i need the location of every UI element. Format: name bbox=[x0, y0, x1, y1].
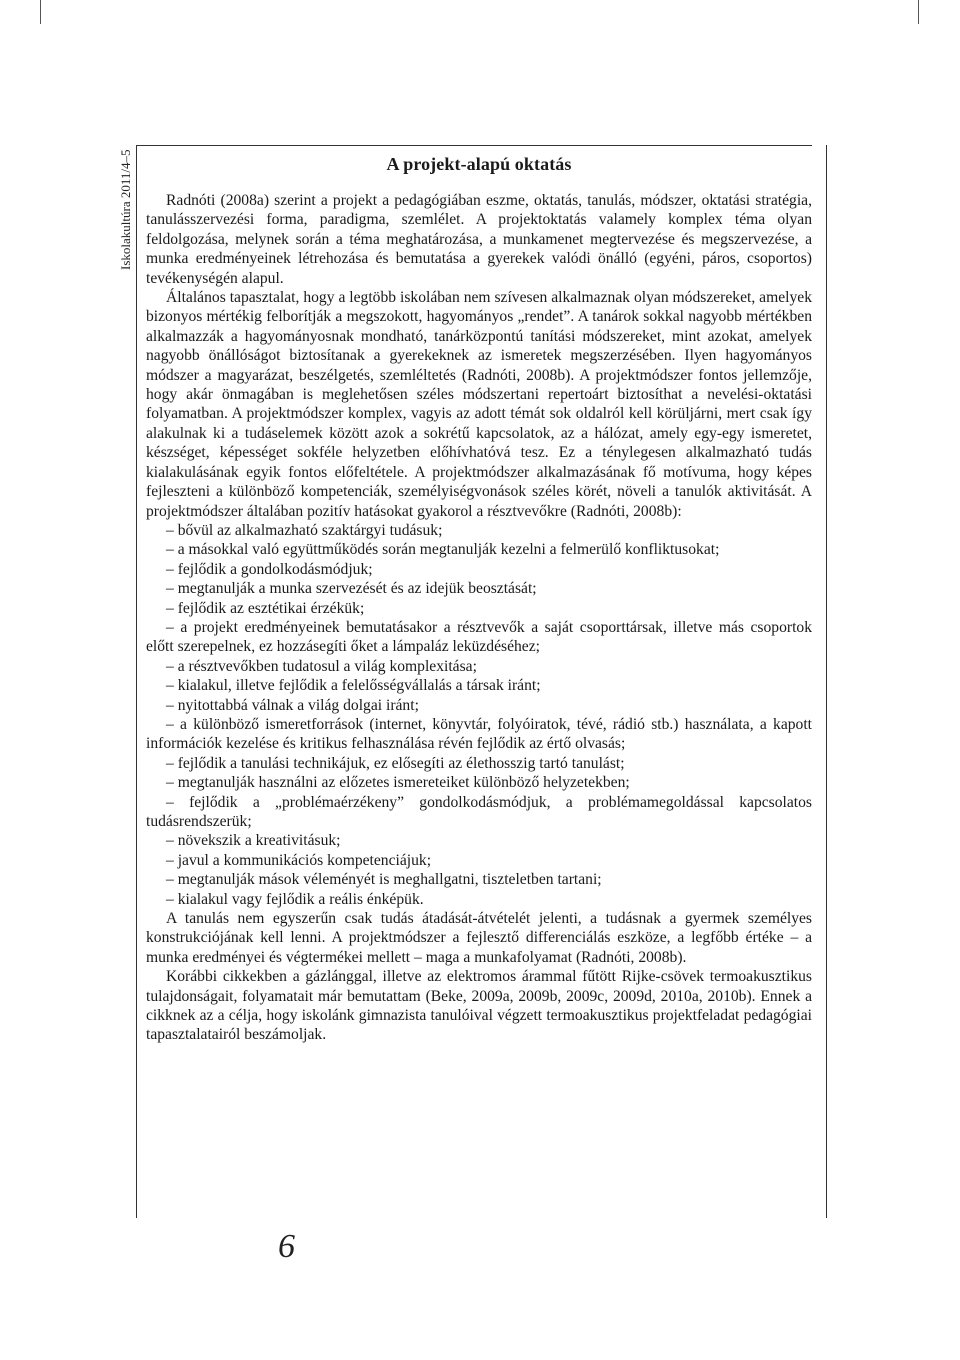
benefit-item: – megtanulják a munka szervezését és az idejük beosztását; bbox=[166, 580, 537, 598]
benefit-item: – kialakul, illetve fejlődik a felelősségvállalás a társak iránt; bbox=[166, 677, 541, 695]
benefit-item: – fejlődik a tanulási technikájuk, ez elősegíti az élethosszig tartó tanulást; bbox=[166, 754, 625, 772]
benefit-item: – a különböző ismeretforrások (internet, könyvtár, folyóiratok, tévé, rádió stb.) használata, a kapott információk kezelése és kritikus felhasználása révén fejlődik az értő olvasás; bbox=[146, 715, 812, 753]
benefit-item: – fejlődik a gondolkodásmódjuk; bbox=[166, 560, 373, 578]
benefit-item: – a résztvevőkben tudatosul a világ komplexitása; bbox=[166, 657, 477, 675]
benefit-item: – bővül az alkalmazható szaktárgyi tudásuk; bbox=[166, 521, 443, 539]
learning-paragraph: A tanulás nem egyszerűn csak tudás átadását-átvételét jelenti, a tudásnak a gyermek személyes konstrukciójának kell lenni. A projektmódszer a fejlesztő differenciálás eszköze, a legfőbb értéke – a munka eredményei és végtermékei mellett – maga a munkafolyamat (Radnóti, 2008b). bbox=[146, 910, 812, 966]
benefit-item: – kialakul vagy fejlődik a reális énképük. bbox=[166, 890, 424, 908]
article-body bbox=[146, 191, 812, 1045]
benefit-item: – fejlődik a „problémaérzékeny” gondolkodásmódjuk, a problémamegoldással kapcsolatos tudásrendszerük; bbox=[146, 793, 812, 830]
intro-paragraph: Radnóti (2008a) szerint a projekt a pedagógiában eszme, oktatás, tanulás, módszer, oktatási stratégia, tanulásszervezési forma, paradigma, szemlélet. A projektoktatás valamely komplex téma olyan feldolgozása, melynek során a téma meghatározása, a munkamenet megtervezése és megszervezése, a munka eredményeinek létrehozása és bemutatása a gyerekek valódi önálló (egyéni, páros, csoportos) tevékenységén alapul. bbox=[146, 192, 812, 287]
benefit-item: – a projekt eredményeinek bemutatásakor a résztvevők a saját csoporttársak, illetve más csoportok előtt szerepelnek, ez hozzásegíti őket a lámpaláz leküzdéséhez; bbox=[146, 618, 812, 656]
page-number: 6 bbox=[278, 1228, 295, 1265]
benefit-item: – fejlődik az esztétikai érzékük; bbox=[166, 599, 365, 617]
main-paragraph: Általános tapasztalat, hogy a legtöbb iskolában nem szívesen alkalmaznak olyan módszereket, amelyek bizonyos mértékig felborítják a megszokott, hagyományos „rendet”. A tanárok sokkal nagyobb mértékben alkalmazzák a hagyományosnak mondható, tanárközpontú tanítási módszereket, mint azokat, amelyek nagyobb önállóságot biztosítanak a gyerekeknek az ismeretek megszerzésében. Ilyen hagyományos módszer a magyarázat, beszélgetés, szemléltetés (Radnóti, 2008b). A projektmódszer fontos jellemzője, hogy akár önmagában is meglehetősen széles módszertani repertoárt biztosíthat a nevelési-oktatási folyamatban. A projektmódszer komplex, vagyis az adott témát sok oldalról kell körüljárni, mert csak így alakulnak ki a tudáselemek között azok a sokrétű kapcsolatok, az a hálózat, amely egy-egy ismeretet, készséget, képességet sokféle helyzetben előhívhatóvá tesz. Ez a ténylegesen alkalmazható tudás kialakulásának egyik fontos előfeltétele. A projektmódszer alkalmazásának fő motívuma, hogy képes fejleszteni a különböző kompetenciák, személyiségvonások széles körét, növeli a tanulók aktivitását. A projektmódszer általában pozitív hatásokat gyakorol a résztvevőkre (Radnóti, 2008b): bbox=[146, 289, 812, 520]
article bbox=[146, 154, 812, 1045]
benefit-item: – megtanulják használni az előzetes ismereteiket különböző helyzetekben; bbox=[166, 774, 630, 792]
crop-mark-top-left bbox=[40, 0, 41, 24]
benefit-item: – megtanulják mások véleményét is meghallgatni, tiszteletben tartani; bbox=[166, 871, 602, 889]
benefit-item: – növekszik a kreativitásuk; bbox=[166, 832, 341, 850]
benefit-item: – javul a kommunikációs kompetenciájuk; bbox=[166, 851, 432, 869]
benefits-list bbox=[146, 521, 812, 909]
closing-paragraph: Korábbi cikkekben a gázlánggal, illetve az elektromos árammal fűtött Rijke-csövek termoakusztikus tulajdonságait, folyamatait már bemutattam (Beke, 2009a, 2009b, 2009c, 2009d, 2010a, 2010b). Ennek a cikknek az a célja, hogy iskolánk gimnazista tanulóival végzett termoakusztikus projektfeladat pedagógiai tapasztalatairól beszámoljak. bbox=[146, 968, 812, 1044]
frame-rule-right bbox=[826, 145, 827, 1218]
frame-rule-top bbox=[136, 145, 812, 146]
crop-mark-top-right bbox=[918, 0, 919, 24]
article-title: A projekt-alapú oktatás bbox=[386, 154, 572, 174]
benefit-item: – a másokkal való együttműködés során megtanulják kezelni a felmerülő konfliktusokat; bbox=[166, 541, 720, 559]
benefit-item: – nyitottabbá válnak a világ dolgai iránt; bbox=[166, 696, 419, 714]
running-head: Iskolakultúra 2011/4–5 bbox=[118, 149, 133, 270]
frame-rule-left bbox=[136, 145, 137, 1218]
